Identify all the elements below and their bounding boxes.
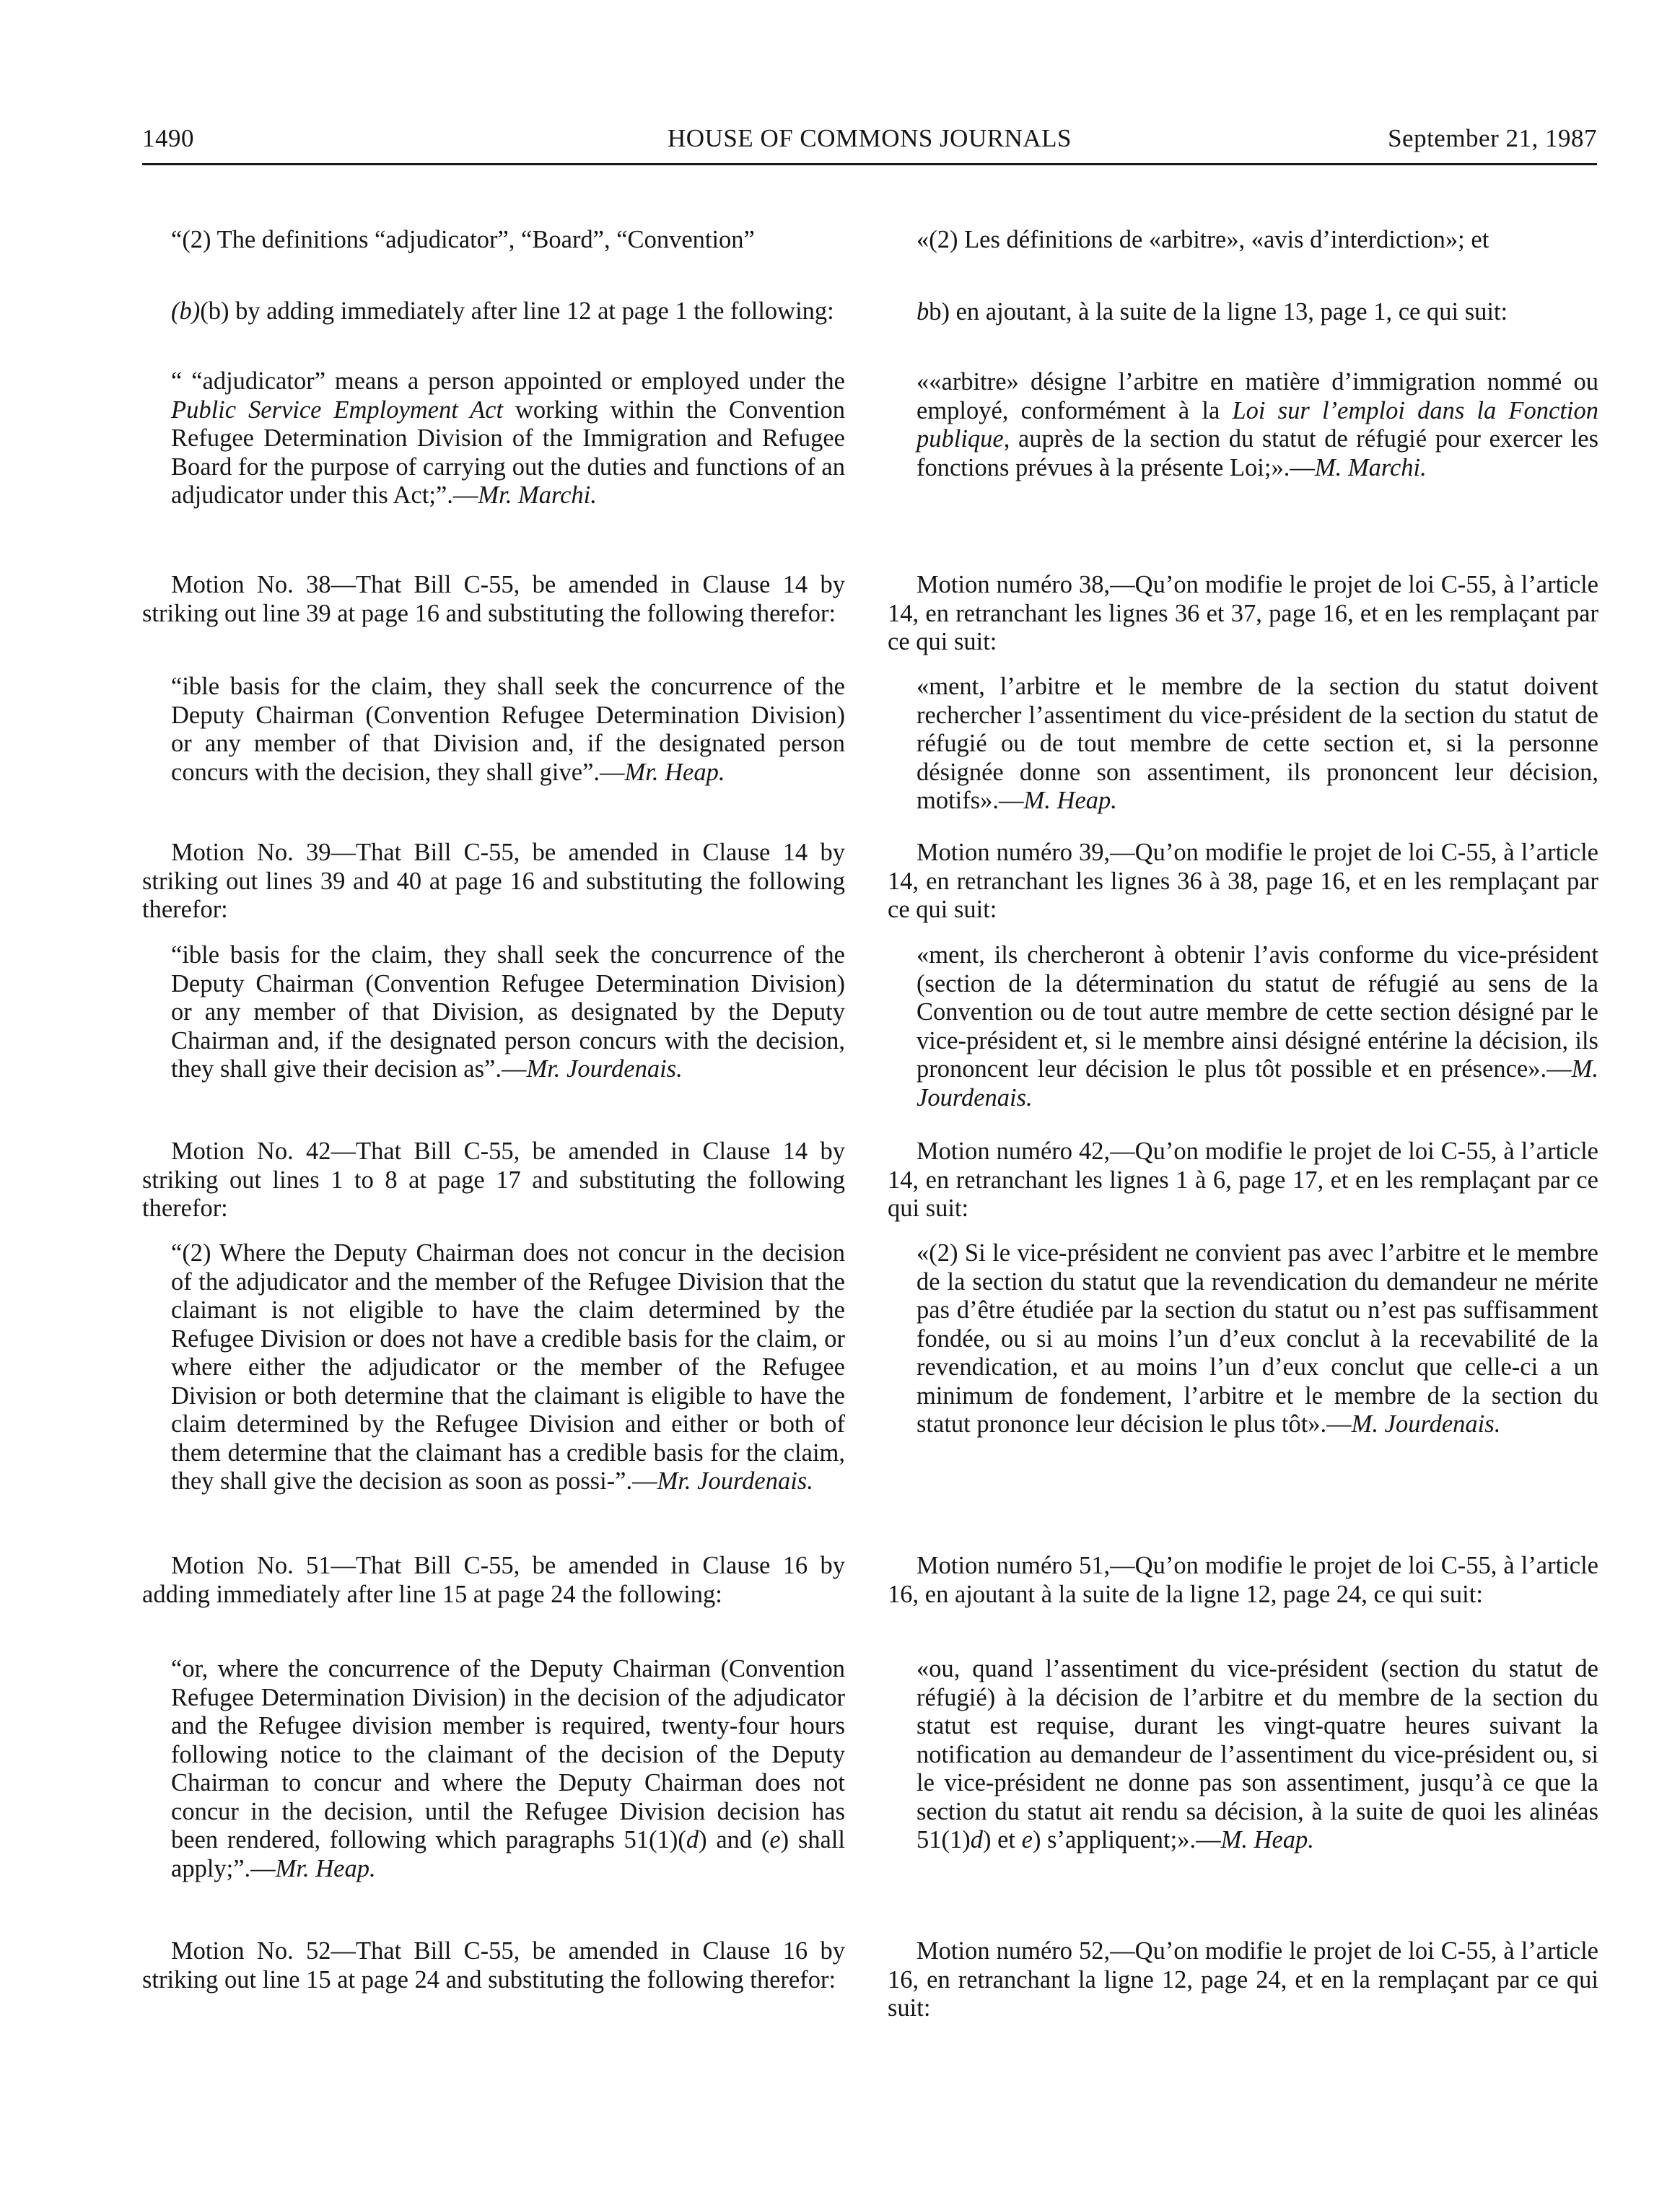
definitions-paragraph: “(2) The definitions “adjudicator”, “Board”, “Convention” xyxy=(171,226,755,253)
mover-name: Mr. Heap. xyxy=(624,758,725,786)
motion-42-text-fr: Motion numéro 42,—Qu’on modifie le projet de loi C-55, à l’article 14, en retranchant les lignes 1 à 6, page 17, et en les remplaçant par ce qui suit: xyxy=(888,1138,1598,1222)
motion-42-quote-fr: «(2) Si le vice-président ne convient pas avec l’arbitre et le membre de la section du statut que la revendication du demandeur ne mérite pas d’être étudiée par la section du statut ou n’est pas suffisamment fondée, ou si au moins l’un d’eux conclut à la recevabilité de la revendication, et au moins l’un d’eux conclut que celle-ci a un minimum de fondement, l’arbitre et le membre de la section du statut prononce leur décision le plus tôt».—M. Jourdenais. xyxy=(916,1239,1598,1438)
motion-38-quote-fr: «ment, l’arbitre et le membre de la section du statut doivent rechercher l’assentiment du vice-président de la section du statut de réfugié ou de tout membre de cette section et, si la personne désignée donne son assentiment, ils prononcent leur décision, motifs».—M. Heap. xyxy=(916,673,1598,814)
journal-title: HOUSE OF COMMONS JOURNALS xyxy=(668,124,1072,152)
amendment-b-paragraph: (b)(b) by adding immediately after line 12 at page 1 the following: xyxy=(171,297,834,325)
motion-51-quote-fr: «ou, quand l’assentiment du vice-président (section du statut de réfugié) à la décision de l’arbitre et du membre de la section du statut est requise, durant les vingt-quatre heures suivant la notification au demandeur de l’assentiment du vice-président ou, si le vice-président ne donne pas son assentiment, jusqu’à ce que la section du statut ait rendu sa décision, à la suite de quoi les alinéas 51(1)d) et e) s’appliquent;».—M. Heap. xyxy=(916,1655,1598,1853)
motion-39-quote: “ible basis for the claim, they shall seek the concurrence of the Deputy Chairman (Convention Refugee Determination Division) or any member of that Division, as designated by the Deputy Chairman and, if the designated person concurs with the decision, they shall give their decision as”.—Mr. Jourdenais. xyxy=(171,941,845,1083)
definitions-paragraph-fr: «(2) Les définitions de «arbitre», «avis d’interdiction»; et xyxy=(916,226,1489,253)
mover-name: M. Jourdenais. xyxy=(1351,1410,1501,1438)
amendment-b-paragraph-fr: bb) en ajoutant, à la suite de la ligne 13, page 1, ce qui suit: xyxy=(916,298,1508,326)
motion-51-quote: “or, where the concurrence of the Deputy Chairman (Convention Refugee Determination Division) in the decision of the adjudicator and the Refugee division member is required, twenty-four hours following notice to the claimant of the decision of the Deputy Chairman to concur and where the Deputy Chairman does not concur in the decision, until the Refugee Division decision has been rendered, following which paragraphs 51(1)(d) and (e) shall apply;”.—Mr. Heap. xyxy=(171,1655,845,1882)
journal-date: September 21, 1987 xyxy=(1388,124,1597,152)
motion-51-text: Motion No. 51—That Bill C-55, be amended in Clause 16 by adding immediately after line 15 at page 24 the following: xyxy=(142,1552,845,1608)
motion-51-text-fr: Motion numéro 51,—Qu’on modifie le projet de loi C-55, à l’article 16, en ajoutant à la suite de la ligne 12, page 24, ce qui suit: xyxy=(888,1552,1598,1608)
mover-name: Mr. Jourdenais. xyxy=(526,1055,683,1083)
mover-name: M. Jourdenais. xyxy=(916,1055,1598,1112)
motion-52-text-fr: Motion numéro 52,—Qu’on modifie le projet de loi C-55, à l’article 16, en retranchant la ligne 12, page 24, et en la remplaçant par ce qui suit: xyxy=(888,1937,1598,2022)
mover-name: M. Marchi. xyxy=(1314,453,1427,481)
motion-42-quote: “(2) Where the Deputy Chairman does not concur in the decision of the adjudicator and the member of the Refugee Division that the claimant is not eligible to have the claim determined by the Refugee Division or does not have a credible basis for the claim, or where either the adjudicator or the member of the Refugee Division or both determine that the claimant is eligible to have the claim determined by the Refugee Division and either or both of them determine that the claimant has a credible basis for the claim, they shall give the decision as soon as possi-”.—Mr. Jourdenais. xyxy=(171,1239,845,1495)
motion-38-quote: “ible basis for the claim, they shall seek the concurrence of the Deputy Chairman (Convention Refugee Determination Division) or any member of that Division and, if the designated person concurs with the decision, they shall give”.—Mr. Heap. xyxy=(171,673,845,786)
mover-name: M. Heap. xyxy=(1023,787,1117,814)
amendment-b-text: (b) by adding immediately after line 12 at page 1 the following: xyxy=(200,297,834,325)
mover-name: Mr. Marchi. xyxy=(478,481,597,509)
motion-52-text: Motion No. 52—That Bill C-55, be amended in Clause 16 by striking out line 15 at page 24 and substituting the following therefor: xyxy=(142,1937,845,1994)
mover-name: Mr. Heap. xyxy=(275,1854,376,1882)
page-header xyxy=(142,120,1597,165)
amendment-b-text-fr: b) en ajoutant, à la suite de la ligne 13, page 1, ce qui suit: xyxy=(929,298,1508,326)
mover-name: M. Heap. xyxy=(1220,1826,1314,1853)
act-title-fr: Loi sur l’emploi dans la Fonction publique xyxy=(916,396,1598,453)
page-number: 1490 xyxy=(142,124,194,152)
arbitre-definition: ««arbitre» désigne l’arbitre en matière d’immigration nommé ou employé, conformément à la Loi sur l’emploi dans la Fonction publique, auprès de la section du statut de réfugié pour exercer les fonctions prévues à la présente Loi;».—M. Marchi. xyxy=(916,368,1598,481)
adjudicator-definition: “ “adjudicator” means a person appointed or employed under the Public Service Employment Act working within the Convention Refugee Determination Division of the Immigration and Refugee Board for the purpose of carrying out the duties and functions of an adjudicator under this Act;”.—Mr. Marchi. xyxy=(171,367,845,509)
act-title: Public Service Employment Act xyxy=(171,396,504,424)
motion-38-text-fr: Motion numéro 38,—Qu’on modifie le projet de loi C-55, à l’article 14, en retranchant les lignes 36 et 37, page 16, et en les remplaçant par ce qui suit: xyxy=(888,571,1598,655)
motion-42-text: Motion No. 42—That Bill C-55, be amended in Clause 14 by striking out lines 1 to 8 at page 17 and substituting the following therefor: xyxy=(142,1138,845,1222)
motion-38-text: Motion No. 38—That Bill C-55, be amended in Clause 14 by striking out line 39 at page 16 and substituting the following therefor: xyxy=(142,571,845,627)
motion-39-quote-fr: «ment, ils chercheront à obtenir l’avis conforme du vice-président (section de la détermination du statut de réfugié au sens de la Convention ou de tout autre membre de cette section désigné par le vice-président et, si le membre ainsi désigné entérine la décision, ils prononcent leur décision le plus tôt possible et en présence».—M. Jourdenais. xyxy=(916,941,1598,1112)
motion-39-text: Motion No. 39—That Bill C-55, be amended in Clause 14 by striking out lines 39 and 40 at page 16 and substituting the following therefor: xyxy=(142,839,845,923)
motion-39-text-fr: Motion numéro 39,—Qu’on modifie le projet de loi C-55, à l’article 14, en retranchant les lignes 36 à 38, page 16, et en les remplaçant par ce qui suit: xyxy=(888,839,1598,923)
mover-name: Mr. Jourdenais. xyxy=(657,1467,813,1495)
